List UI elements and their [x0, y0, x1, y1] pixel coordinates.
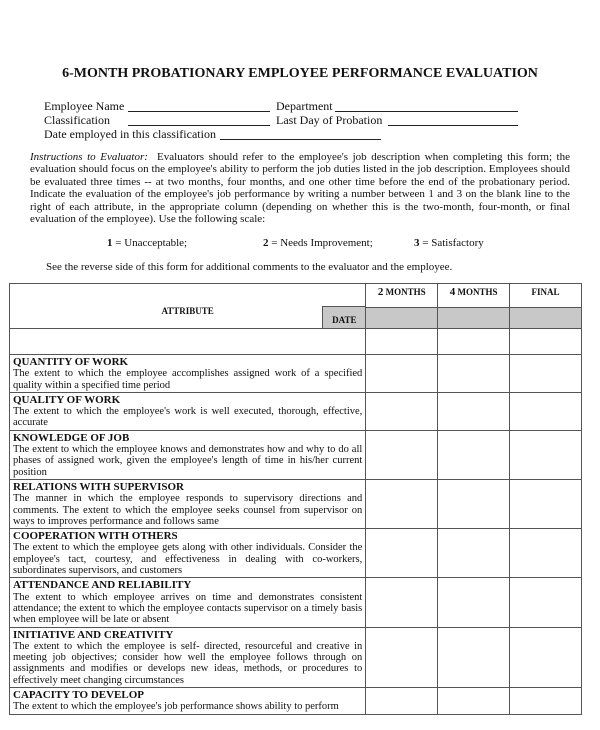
employee-name-label: Employee Name [44, 99, 125, 113]
form-title: 6-MONTH PROBATIONARY EMPLOYEE PERFORMANCE EVALUATION [62, 66, 538, 81]
attribute-description: The extent to which the employee is self- directed, resourceful and creative in meeting job objectives; consider how well the employee follows through on assignments and modifies or develops new ideas, methods, or procedures to effectively meet changing circumstances [13, 640, 363, 686]
table-row [10, 578, 582, 627]
attribute-description: The extent to which the employee accomplishes assigned work of a specified quality within a specified time period [13, 368, 363, 391]
rating-2-months[interactable] [366, 688, 438, 715]
date-2-months[interactable] [366, 308, 438, 329]
date-employed-field[interactable] [220, 139, 381, 140]
attribute-header: ATTRIBUTE [161, 306, 214, 316]
rating-2-months[interactable] [366, 392, 438, 430]
instructions-body: Evaluators should refer to the employee's job description when completing this form; the evaluation should focus on the employee's ability to perform the job duties listed in the job description. Employees should be evaluated three times -- at two months, four months, and one other time before the end of the probationary period. Indicate the evaluation of the employee's job performance by writing a number between 1 and 3 on the blank line to the right of each attribute, in the appropriate column (depending on whether this is the two-month, four-month, or final evaluation of the employee). Use the following scale: [30, 151, 570, 226]
attribute-description: The extent to which the employee's job performance shows ability to perform [13, 701, 339, 713]
date-final[interactable] [510, 308, 582, 329]
reverse-side-note: See the reverse side of this form for additional comments to the evaluator and the employee. [46, 261, 453, 273]
rating-final[interactable] [510, 392, 582, 430]
rating-4-months[interactable] [438, 529, 510, 578]
classification-label: Classification [44, 113, 110, 127]
rating-final[interactable] [510, 627, 582, 687]
table-row [10, 392, 582, 430]
attribute-description: The extent to which employee arrives on time and demonstrates consistent attendance; the extent to which the employee contacts supervisor on a timely basis when employee will be late or absent [13, 591, 363, 626]
table-row [10, 479, 582, 528]
col-4-months-header: 4 MONTHS [438, 284, 510, 308]
rating-2-months[interactable] [366, 430, 438, 479]
rating-4-months[interactable] [438, 479, 510, 528]
scale-1: 1 = Unacceptable; [107, 237, 188, 249]
attribute-heading: ATTENDANCE AND RELIABILITY [13, 579, 192, 592]
rating-2-months[interactable] [366, 578, 438, 627]
attribute-description: The extent to which the employee gets along with other individuals. Consider the employee's tact, courtesy, and effectiveness in dealing with co-workers, subordinates supervisors, and customers [13, 542, 363, 577]
table-row [10, 355, 582, 393]
rating-4-months[interactable] [438, 578, 510, 627]
attribute-description: The extent to which the employee knows and demonstrates how and why to do all phases of assigned work, given the employee's length of time in his/her current position [13, 444, 363, 478]
instructions-lead: Instructions to Evaluator: [30, 151, 148, 163]
attribute-heading: QUALITY OF WORK [13, 393, 121, 406]
rating-4-months[interactable] [438, 688, 510, 715]
rating-2-months[interactable] [366, 627, 438, 687]
rating-2-months[interactable] [366, 479, 438, 528]
rating-4-months[interactable] [438, 355, 510, 393]
col-2-months-header: 2 MONTHS [366, 284, 438, 308]
attribute-description: The manner in which the employee responds to supervisory directions and comments. The extent to which the employee seeks counsel from supervisor on ways to improves performance and follows same [13, 493, 363, 527]
table-row [10, 529, 582, 578]
last-day-field[interactable] [388, 125, 518, 126]
rating-2-months[interactable] [366, 355, 438, 393]
rating-final[interactable] [510, 688, 582, 715]
rating-2-months[interactable] [366, 529, 438, 578]
rating-final[interactable] [510, 578, 582, 627]
department-label: Department [276, 99, 333, 113]
attribute-heading: INITIATIVE AND CREATIVITY [13, 628, 174, 641]
rating-final[interactable] [510, 430, 582, 479]
col-final-header: FINAL [510, 284, 582, 308]
attribute-header-cell [10, 284, 366, 329]
attribute-heading: RELATIONS WITH SUPERVISOR [13, 480, 184, 493]
last-day-label: Last Day of Probation [276, 113, 383, 127]
table-row [10, 688, 582, 715]
date-4-months[interactable] [438, 308, 510, 329]
attribute-heading: CAPACITY TO DEVELOP [13, 689, 145, 702]
scale-2: 2 = Needs Improvement; [263, 237, 373, 249]
attribute-heading: KNOWLEDGE OF JOB [13, 431, 130, 444]
rating-final[interactable] [510, 529, 582, 578]
date-employed-label: Date employed in this classification [44, 127, 216, 141]
date-label: DATE [322, 306, 365, 328]
rating-4-months[interactable] [438, 430, 510, 479]
evaluation-table [9, 283, 582, 715]
table-row [10, 430, 582, 479]
rating-4-months[interactable] [438, 627, 510, 687]
attribute-description: The extent to which the employee's work is well executed, thorough, effective, accurate [13, 406, 363, 429]
employee-name-field[interactable] [128, 111, 270, 112]
instructions [30, 151, 570, 225]
table-row [10, 627, 582, 687]
scale-3: 3 = Satisfactory [414, 237, 484, 249]
classification-field[interactable] [128, 125, 270, 126]
attribute-heading: COOPERATION WITH OTHERS [13, 530, 178, 543]
rating-final[interactable] [510, 355, 582, 393]
rating-final[interactable] [510, 479, 582, 528]
attribute-heading: QUANTITY OF WORK [13, 356, 129, 368]
rating-4-months[interactable] [438, 392, 510, 430]
department-field[interactable] [335, 111, 518, 112]
